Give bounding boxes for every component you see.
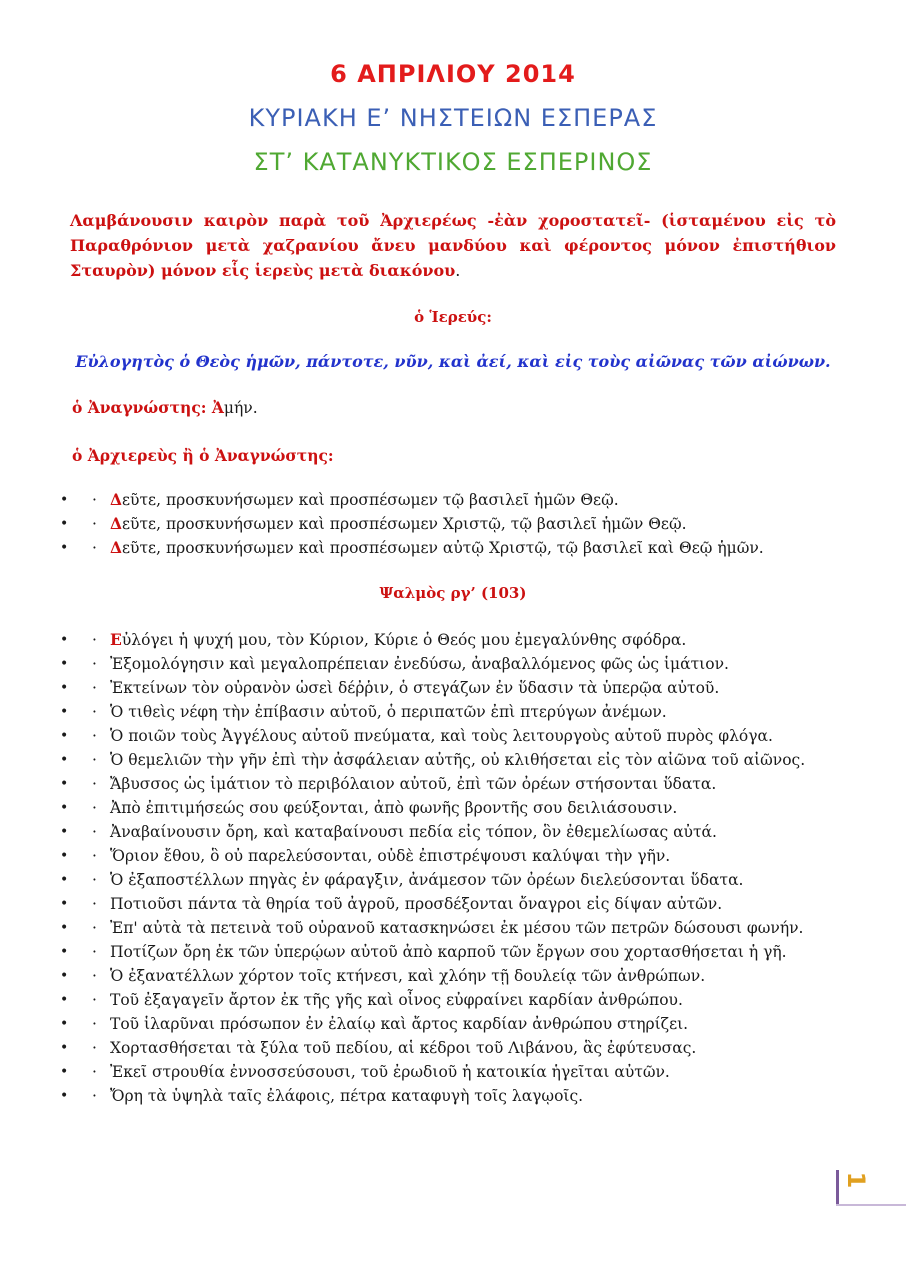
mid-dot: · [92, 539, 97, 557]
verse-text: Ποτίζων ὄρη ἐκ τῶν ὑπερῴων αὐτοῦ ἀπὸ καρποῦ τῶν ἔργων σου χορτασθήσεται ἡ γῆ. [110, 943, 787, 961]
bishop-reader-label: ὁ Ἀρχιερεὺς ἢ ὁ Ἀναγνώστης: [72, 446, 334, 465]
psalm-verse-item [62, 868, 838, 892]
page-number: 1 [842, 1171, 870, 1189]
psalm-verse-item [62, 1084, 838, 1108]
verse-text: Ποτιοῦσι πάντα τὰ θηρία τοῦ ἀγροῦ, προσδέξονται ὄναγροι εἰς δίψαν αὐτῶν. [110, 895, 723, 913]
come-verse-item [62, 536, 838, 560]
psalm-verse-item [62, 772, 838, 796]
mid-dot: · [92, 919, 97, 937]
mid-dot: · [92, 823, 97, 841]
psalm-verse-item [62, 988, 838, 1012]
rubric-end: . [455, 261, 461, 280]
verse-text: Ἀπὸ ἐπιτιμήσεώς σου φεύξονται, ἀπὸ φωνῆς βροντῆς σου δειλιάσουσιν. [110, 799, 678, 817]
verse-text: εῦτε, προσκυνήσωμεν καὶ προσπέσωμεν τῷ βασιλεῖ ἡμῶν Θεῷ. [122, 491, 619, 509]
bullet-icon: • [60, 1088, 69, 1104]
psalm-verse-item [62, 628, 838, 652]
mid-dot: · [92, 727, 97, 745]
verse-text: Ὁ ἐξαποστέλλων πηγὰς ἐν φάραγξιν, ἀνάμεσον τῶν ὀρέων διελεύσονται ὕδατα. [110, 871, 744, 889]
reader-text: μήν. [223, 399, 258, 417]
come-verse-item [62, 488, 838, 512]
verse-text: Ἄβυσσος ὡς ἱμάτιον τὸ περιβόλαιον αὐτοῦ, ἐπὶ τῶν ὀρέων στήσονται ὕδατα. [110, 775, 717, 793]
mid-dot: · [92, 991, 97, 1009]
bullet-icon: • [60, 728, 69, 744]
verse-text: Ἐκεῖ στρουθία ἐννοσσεύσουσι, τοῦ ἐρωδιοῦ ἡ κατοικία ἡγεῖται αὐτῶν. [110, 1063, 670, 1081]
psalm-verse-item [62, 676, 838, 700]
bullet-icon: • [60, 1016, 69, 1032]
date-heading: 6 ΑΠΡΙΛΙΟΥ 2014 [330, 60, 576, 88]
bullet-icon: • [60, 992, 69, 1008]
psalm-verse-item [62, 940, 838, 964]
verse-text: Ἀναβαίνουσιν ὄρη, καὶ καταβαίνουσι πεδία εἰς τόπον, ὃν ἐθεμελίωσας αὐτά. [110, 823, 717, 841]
psalm-verse-item [62, 964, 838, 988]
mid-dot: · [92, 775, 97, 793]
page-number-underline [836, 1204, 906, 1206]
psalm-verse-item [62, 1012, 838, 1036]
bullet-icon: • [60, 872, 69, 888]
bullet-icon: • [60, 896, 69, 912]
bullet-icon: • [60, 968, 69, 984]
psalm-verses-list [62, 628, 838, 1108]
day-heading: ΚΥΡΙΑΚΗ Ε’ ΝΗΣΤΕΙΩΝ ΕΣΠΕΡΑΣ [248, 104, 658, 132]
mid-dot: · [92, 491, 97, 509]
bullet-icon: • [60, 656, 69, 672]
mid-dot: · [92, 943, 97, 961]
verse-initial: Δ [110, 538, 123, 557]
mid-dot: · [92, 1015, 97, 1033]
mid-dot: · [92, 515, 97, 533]
verse-initial: Δ [110, 490, 123, 509]
psalm-verse-item [62, 1036, 838, 1060]
verse-text: εῦτε, προσκυνήσωμεν καὶ προσπέσωμεν Χριστῷ, τῷ βασιλεῖ ἡμῶν Θεῷ. [122, 515, 687, 533]
mid-dot: · [92, 967, 97, 985]
bullet-icon: • [60, 920, 69, 936]
verse-initial: Ε [110, 630, 122, 649]
mid-dot: · [92, 799, 97, 817]
bullet-icon: • [60, 516, 69, 532]
bullet-icon: • [60, 632, 69, 648]
verse-text: Ὄρη τὰ ὑψηλὰ ταῖς ἐλάφοις, πέτρα καταφυγὴ τοῖς λαγῳοῖς. [110, 1087, 584, 1105]
mid-dot: · [92, 655, 97, 673]
verse-text: Χορτασθήσεται τὰ ξύλα τοῦ πεδίου, αἱ κέδροι τοῦ Λιβάνου, ἃς ἐφύτευσας. [110, 1039, 697, 1057]
mid-dot: · [92, 1063, 97, 1081]
psalm-title: Ψαλμὸς ργ’ (103) [379, 584, 527, 602]
bullet-icon: • [60, 680, 69, 696]
psalm-verse-item [62, 844, 838, 868]
verse-text: Ὁ τιθεὶς νέφη τὴν ἐπίβασιν αὐτοῦ, ὁ περιπατῶν ἐπὶ πτερύγων ἀνέμων. [110, 703, 667, 721]
bullet-icon: • [60, 492, 69, 508]
verse-text: Ὁ ἐξανατέλλων χόρτον τοῖς κτήνεσι, καὶ χλόην τῇ δουλείᾳ τῶν ἀνθρώπων. [110, 967, 706, 985]
bullet-icon: • [60, 1064, 69, 1080]
psalm-verse-item [62, 820, 838, 844]
page-number-box [836, 1170, 869, 1204]
mid-dot: · [92, 631, 97, 649]
bullet-icon: • [60, 944, 69, 960]
rubric-paragraph [70, 208, 836, 283]
bullet-icon: • [60, 776, 69, 792]
mid-dot: · [92, 1039, 97, 1057]
reader-label: ὁ Ἀναγνώστης: [72, 398, 207, 417]
verse-text: Ὁ θεμελιῶν τὴν γῆν ἐπὶ τὴν ἀσφάλειαν αὐτῆς, οὐ κλιθήσεται εἰς τὸν αἰῶνα τοῦ αἰῶνος. [110, 751, 806, 769]
bullet-icon: • [60, 1040, 69, 1056]
verse-text: εῦτε, προσκυνήσωμεν καὶ προσπέσωμεν αὐτῷ Χριστῷ, τῷ βασιλεῖ καὶ Θεῷ ἡμῶν. [122, 539, 764, 557]
psalm-verse-item [62, 700, 838, 724]
mid-dot: · [92, 1087, 97, 1105]
verse-text: Ἐπ' αὐτὰ τὰ πετεινὰ τοῦ οὐρανοῦ κατασκηνώσει ἐκ μέσου τῶν πετρῶν δώσουσι φωνήν. [110, 919, 804, 937]
verse-text: Ὁ ποιῶν τοὺς Ἀγγέλους αὐτοῦ πνεύματα, καὶ τοὺς λειτουργοὺς αὐτοῦ πυρὸς φλόγα. [110, 727, 773, 745]
bullet-icon: • [60, 752, 69, 768]
verse-text: ὐλόγει ἡ ψυχή μου, τὸν Κύριον, Κύριε ὁ Θεός μου ἐμεγαλύνθης σφόδρα. [121, 631, 687, 649]
mid-dot: · [92, 871, 97, 889]
blessing-text: Εὐλογητὸς ὁ Θεὸς ἡμῶν, πάντοτε, νῦν, καὶ ἀεί, καὶ εἰς τοὺς αἰῶνας τῶν αἰώνων. [75, 352, 831, 371]
verse-initial: Δ [110, 514, 123, 533]
reader-line [72, 398, 258, 417]
bullet-icon: • [60, 824, 69, 840]
psalm-verse-item [62, 916, 838, 940]
psalm-verse-item [62, 652, 838, 676]
reader-initial: Ἀ [211, 398, 224, 417]
psalm-verse-item [62, 1060, 838, 1084]
priest-label: ὁ Ἱερεύς: [414, 308, 492, 326]
mid-dot: · [92, 895, 97, 913]
come-verse-item [62, 512, 838, 536]
psalm-verse-item [62, 796, 838, 820]
verse-text: Τοῦ ἱλαρῦναι πρόσωπον ἐν ἐλαίῳ καὶ ἄρτος καρδίαν ἀνθρώπου στηρίζει. [110, 1015, 689, 1033]
service-heading: ΣΤ’ ΚΑΤΑΝΥΚΤΙΚΟΣ ΕΣΠΕΡΙΝΟΣ [253, 148, 653, 176]
rubric-text: Λαμβάνουσιν καιρὸν παρὰ τοῦ Ἀρχιερέως -ἐὰν χοροστατεῖ- (ἱσταμένου εἰς τὸ Παραθρόνιον μετὰ χαζρανίου ἄνευ μανδύου καὶ φέροντος μόνον ἐπιστήθιον Σταυρὸν) μόνον εἷς ἱερεὺς μετὰ διακόνου [70, 211, 836, 280]
verse-text: Ὅριον ἔθου, ὃ οὐ παρελεύσονται, οὐδὲ ἐπιστρέψουσι καλύψαι τὴν γῆν. [110, 847, 671, 865]
bullet-icon: • [60, 704, 69, 720]
bullet-icon: • [60, 540, 69, 556]
mid-dot: · [92, 703, 97, 721]
come-verses-list [62, 488, 838, 560]
bullet-icon: • [60, 800, 69, 816]
psalm-verse-item [62, 892, 838, 916]
psalm-verse-item [62, 724, 838, 748]
verse-text: Ἐκτείνων τὸν οὐρανὸν ὡσεὶ δέῤῥιν, ὁ στεγάζων ἐν ὕδασιν τὰ ὑπερῷα αὐτοῦ. [110, 679, 720, 697]
mid-dot: · [92, 847, 97, 865]
bullet-icon: • [60, 848, 69, 864]
psalm-verse-item [62, 748, 838, 772]
mid-dot: · [92, 751, 97, 769]
verse-text: Ἐξομολόγησιν καὶ μεγαλοπρέπειαν ἐνεδύσω, ἀναβαλλόμενος φῶς ὡς ἱμάτιον. [110, 655, 729, 673]
verse-text: Τοῦ ἐξαγαγεῖν ἄρτον ἐκ τῆς γῆς καὶ οἶνος εὐφραίνει καρδίαν ἀνθρώπου. [110, 991, 683, 1009]
mid-dot: · [92, 679, 97, 697]
